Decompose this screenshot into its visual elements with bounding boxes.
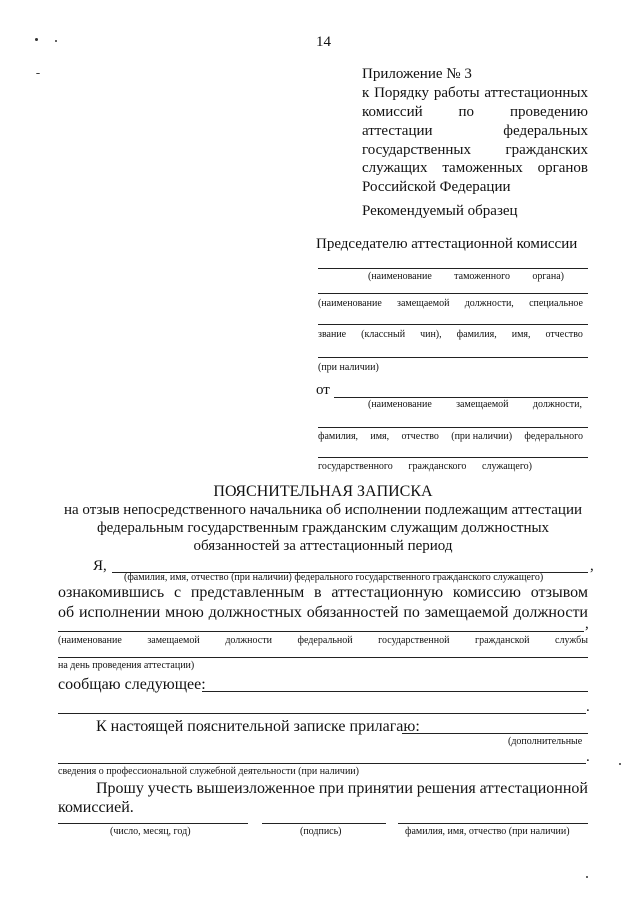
page-number: 14	[316, 34, 331, 50]
day-caption: на день проведения аттестации)	[58, 660, 195, 671]
appendix-line: к Порядку работы аттестационных	[362, 85, 588, 101]
fill-line	[58, 763, 586, 764]
acquainted-line: ознакомившись с представленным в аттестационную комиссию отзывом	[58, 584, 588, 601]
document-subtitle: федеральным государственным гражданским служащим должностных	[96, 520, 550, 536]
sample-label: Рекомендуемый образец	[362, 203, 518, 219]
scan-speck	[36, 73, 40, 74]
fill-line	[202, 691, 588, 692]
fill-line	[318, 427, 588, 428]
name-caption: фамилия, имя, отчество (при наличии) федерального	[318, 431, 583, 442]
line-period: .	[586, 749, 590, 765]
fill-line	[318, 357, 588, 358]
fill-line	[334, 397, 588, 398]
appendix-line: государственных гражданских	[362, 142, 588, 158]
fill-line	[58, 631, 584, 632]
scan-speck	[35, 38, 38, 41]
appendix-line: служащих таможенных органов	[362, 160, 588, 176]
scan-speck	[55, 40, 57, 42]
from-label: от	[316, 382, 330, 398]
customs-caption: (наименование таможенного органа)	[368, 271, 564, 282]
fill-line	[318, 268, 588, 269]
line-comma: ,	[590, 558, 594, 574]
scan-speck	[619, 763, 621, 765]
position-service-caption: (наименование замещаемой должности федеральной государственной гражданской службы	[58, 635, 588, 646]
fill-line	[402, 733, 588, 734]
attach-label: К настоящей пояснительной записке прилагаю:	[96, 718, 420, 735]
additional-caption: (дополнительные	[508, 736, 583, 747]
fill-line	[318, 457, 588, 458]
signature-date-line	[58, 823, 248, 824]
position-caption: (наименование замещаемой должности, специальное	[318, 298, 583, 309]
appendix-line: Российской Федерации	[362, 179, 511, 195]
signature-name-line	[398, 823, 588, 824]
addressee-chairman: Председателю аттестационной комиссии	[316, 236, 578, 252]
document-subtitle: на отзыв непосредственного начальника об исполнении подлежащим аттестации	[63, 502, 583, 518]
appendix-line: аттестации федеральных	[362, 123, 588, 139]
appendix-title: Приложение № 3	[362, 66, 472, 82]
report-label: сообщаю следующее:	[58, 676, 206, 693]
rank-caption: звание (классный чин), фамилия, имя, отчество	[318, 329, 583, 340]
from-caption: (наименование замещаемой должности,	[368, 399, 582, 410]
fill-line	[58, 713, 586, 714]
duties-line: об исполнении мною должностных обязанностей по замещаемой должности	[58, 604, 588, 621]
fill-line	[318, 324, 588, 325]
document-subtitle: обязанностей за аттестационный период	[193, 538, 453, 554]
request-end: комиссией.	[58, 799, 134, 816]
signature-name-caption: фамилия, имя, отчество (при наличии)	[405, 826, 570, 837]
servant-caption: государственного гражданского служащего)	[318, 461, 532, 472]
fill-line	[58, 657, 588, 658]
scan-speck	[586, 876, 588, 878]
document-title: ПОЯСНИТЕЛЬНАЯ ЗАПИСКА	[213, 483, 433, 500]
line-period: .	[586, 699, 590, 715]
patronymic-note: (при наличии)	[318, 362, 379, 373]
line-comma: ,	[585, 616, 589, 632]
i-caption: (фамилия, имя, отчество (при наличии) федерального государственного гражданского служащего)	[124, 572, 544, 583]
appendix-line: комиссий по проведению	[362, 104, 588, 120]
fill-line	[318, 293, 588, 294]
i-label: Я,	[93, 558, 107, 574]
signature-date-caption: (число, месяц, год)	[110, 826, 191, 837]
request-line: Прошу учесть вышеизложенное при принятии решения аттестационной	[96, 780, 588, 797]
signature-sign-caption: (подпись)	[300, 826, 342, 837]
signature-sign-line	[262, 823, 386, 824]
info-caption: сведения о профессиональной служебной деятельности (при наличии)	[58, 766, 359, 777]
